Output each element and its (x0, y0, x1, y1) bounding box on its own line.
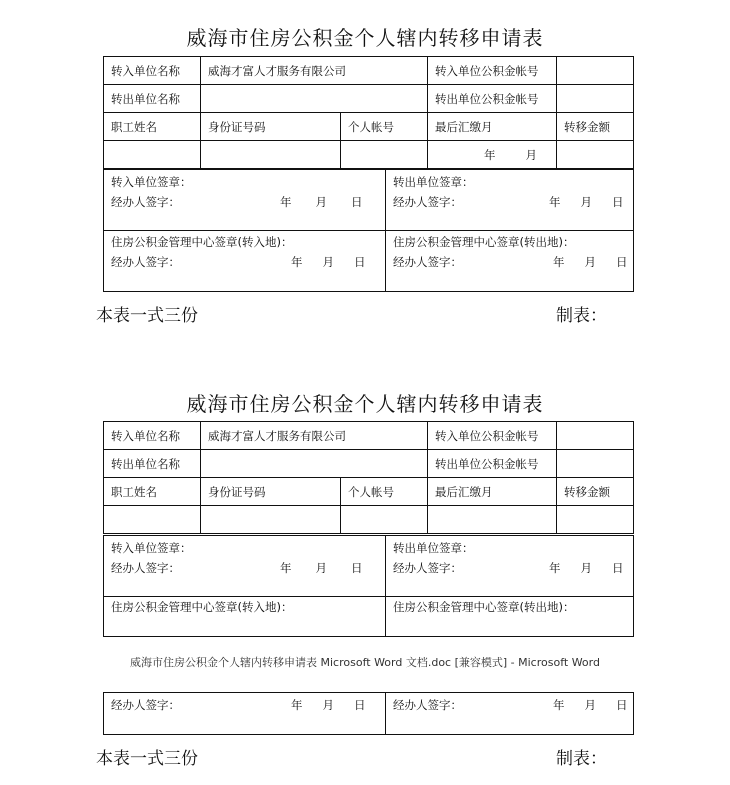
copies-note: 本表一式三份 (96, 306, 198, 326)
handler-sign-label: 经办人签字： (111, 255, 180, 269)
transfer-out-account-label: 转出单位公积金帐号 (428, 450, 557, 478)
sign-date (280, 194, 363, 210)
prepared-by-label: 制表： (556, 749, 607, 769)
year-label: 年 (549, 561, 561, 575)
last-payment-month-value (428, 506, 557, 534)
transfer-amount-label: 转移金额 (557, 113, 634, 141)
year-label: 年 (291, 255, 303, 269)
center-seal-out-area (386, 229, 633, 291)
year-label: 年 (291, 698, 303, 712)
out-unit-seal-area (386, 170, 633, 230)
center-seal-out-label: 住房公积金管理中心签章(转出地)： (393, 600, 575, 614)
year-label: 年 (280, 195, 292, 209)
year-label: 年 (280, 561, 292, 575)
center-seal-in-label: 住房公积金管理中心签章(转入地)： (111, 600, 293, 614)
transfer-out-unit-name-label: 转出单位名称 (104, 450, 201, 478)
id-number-value (201, 506, 341, 534)
year-label: 年 (484, 147, 496, 162)
month-label: 月 (315, 561, 327, 575)
sign-date (291, 254, 366, 270)
center-seal-out-label: 住房公积金管理中心签章(转出地)： (393, 235, 575, 249)
personal-account-label: 个人帐号 (341, 113, 428, 141)
transfer-out-account-value (557, 85, 634, 113)
handler-sign-label: 经办人签字： (393, 561, 462, 575)
day-label: 日 (612, 195, 624, 209)
transfer-out-account-label: 转出单位公积金帐号 (428, 85, 557, 113)
transfer-in-account-value (557, 422, 634, 450)
month-label: 月 (315, 195, 327, 209)
year-label: 年 (549, 195, 561, 209)
transfer-in-unit-name-label: 转入单位名称 (104, 422, 201, 450)
transfer-amount-value (557, 141, 634, 169)
handler-sign-label: 经办人签字： (111, 698, 180, 712)
day-label: 日 (351, 195, 363, 209)
month-label: 月 (584, 698, 596, 712)
center-handler-out-area (386, 693, 633, 734)
sign-date (291, 697, 366, 713)
center-seal-section (103, 229, 634, 292)
in-unit-seal-label: 转入单位签章： (111, 541, 192, 555)
day-label: 日 (616, 698, 628, 712)
transfer-in-unit-name-label: 转入单位名称 (104, 57, 201, 85)
transfer-in-unit-name-value: 威海才富人才服务有限公司 (201, 422, 428, 450)
transfer-in-unit-name-value: 威海才富人才服务有限公司 (201, 57, 428, 85)
month-label: 月 (584, 255, 596, 269)
form-table (103, 56, 634, 169)
center-seal-in-area (104, 229, 386, 291)
year-label: 年 (553, 698, 565, 712)
in-unit-seal-label: 转入单位签章： (111, 175, 192, 189)
sign-date (553, 254, 628, 270)
day-label: 日 (354, 255, 366, 269)
center-seal-in-label: 住房公积金管理中心签章(转入地)： (111, 235, 293, 249)
year-label: 年 (553, 255, 565, 269)
transfer-out-unit-name-value (201, 85, 428, 113)
center-seal-in-area (104, 595, 386, 636)
personal-account-label: 个人帐号 (341, 478, 428, 506)
personal-account-value (341, 141, 428, 169)
day-label: 日 (616, 255, 628, 269)
handler-sign-label: 经办人签字： (393, 698, 462, 712)
handler-sign-section (103, 692, 634, 735)
center-seal-section (103, 595, 634, 637)
transfer-amount-label: 转移金额 (557, 478, 634, 506)
in-unit-seal-area (104, 170, 386, 230)
document-window-caption: 威海市住房公积金个人辖内转移申请表 Microsoft Word 文档.doc [兼容模式] - Microsoft Word (130, 656, 600, 669)
sign-date (549, 194, 624, 210)
out-unit-seal-label: 转出单位签章： (393, 541, 474, 555)
sign-date (280, 560, 363, 576)
employee-name-value (104, 141, 201, 169)
handler-sign-label: 经办人签字： (111, 561, 180, 575)
last-payment-month-label: 最后汇缴月 (428, 113, 557, 141)
id-number-label: 身份证号码 (201, 478, 341, 506)
handler-sign-label: 经办人签字： (393, 255, 462, 269)
transfer-out-unit-name-value (201, 450, 428, 478)
transfer-out-account-value (557, 450, 634, 478)
month-label: 月 (525, 147, 537, 162)
transfer-amount-value (557, 506, 634, 534)
transfer-in-account-label: 转入单位公积金帐号 (428, 57, 557, 85)
day-label: 日 (351, 561, 363, 575)
id-number-label: 身份证号码 (201, 113, 341, 141)
personal-account-value (341, 506, 428, 534)
day-label: 日 (354, 698, 366, 712)
transfer-in-account-value (557, 57, 634, 85)
form-title: 威海市住房公积金个人辖内转移申请表 (186, 392, 544, 416)
transfer-in-account-label: 转入单位公积金帐号 (428, 422, 557, 450)
out-unit-seal-area (386, 536, 633, 596)
center-seal-out-area (386, 595, 633, 636)
center-handler-in-area (104, 693, 386, 734)
handler-sign-label: 经办人签字： (111, 195, 180, 209)
transfer-out-unit-name-label: 转出单位名称 (104, 85, 201, 113)
month-label: 月 (322, 255, 334, 269)
form-table (103, 421, 634, 534)
out-unit-seal-label: 转出单位签章： (393, 175, 474, 189)
employee-name-value (104, 506, 201, 534)
employee-name-label: 职工姓名 (104, 478, 201, 506)
sign-date (549, 560, 624, 576)
month-label: 月 (580, 195, 592, 209)
month-label: 月 (322, 698, 334, 712)
unit-seal-section (103, 169, 634, 231)
unit-seal-section (103, 535, 634, 597)
last-payment-month-value (428, 141, 557, 169)
form-title: 威海市住房公积金个人辖内转移申请表 (186, 26, 544, 50)
id-number-value (201, 141, 341, 169)
last-payment-month-label: 最后汇缴月 (428, 478, 557, 506)
month-label: 月 (580, 561, 592, 575)
prepared-by-label: 制表： (556, 306, 607, 326)
day-label: 日 (612, 561, 624, 575)
in-unit-seal-area (104, 536, 386, 596)
sign-date (553, 697, 628, 713)
employee-name-label: 职工姓名 (104, 113, 201, 141)
copies-note: 本表一式三份 (96, 749, 198, 769)
handler-sign-label: 经办人签字： (393, 195, 462, 209)
